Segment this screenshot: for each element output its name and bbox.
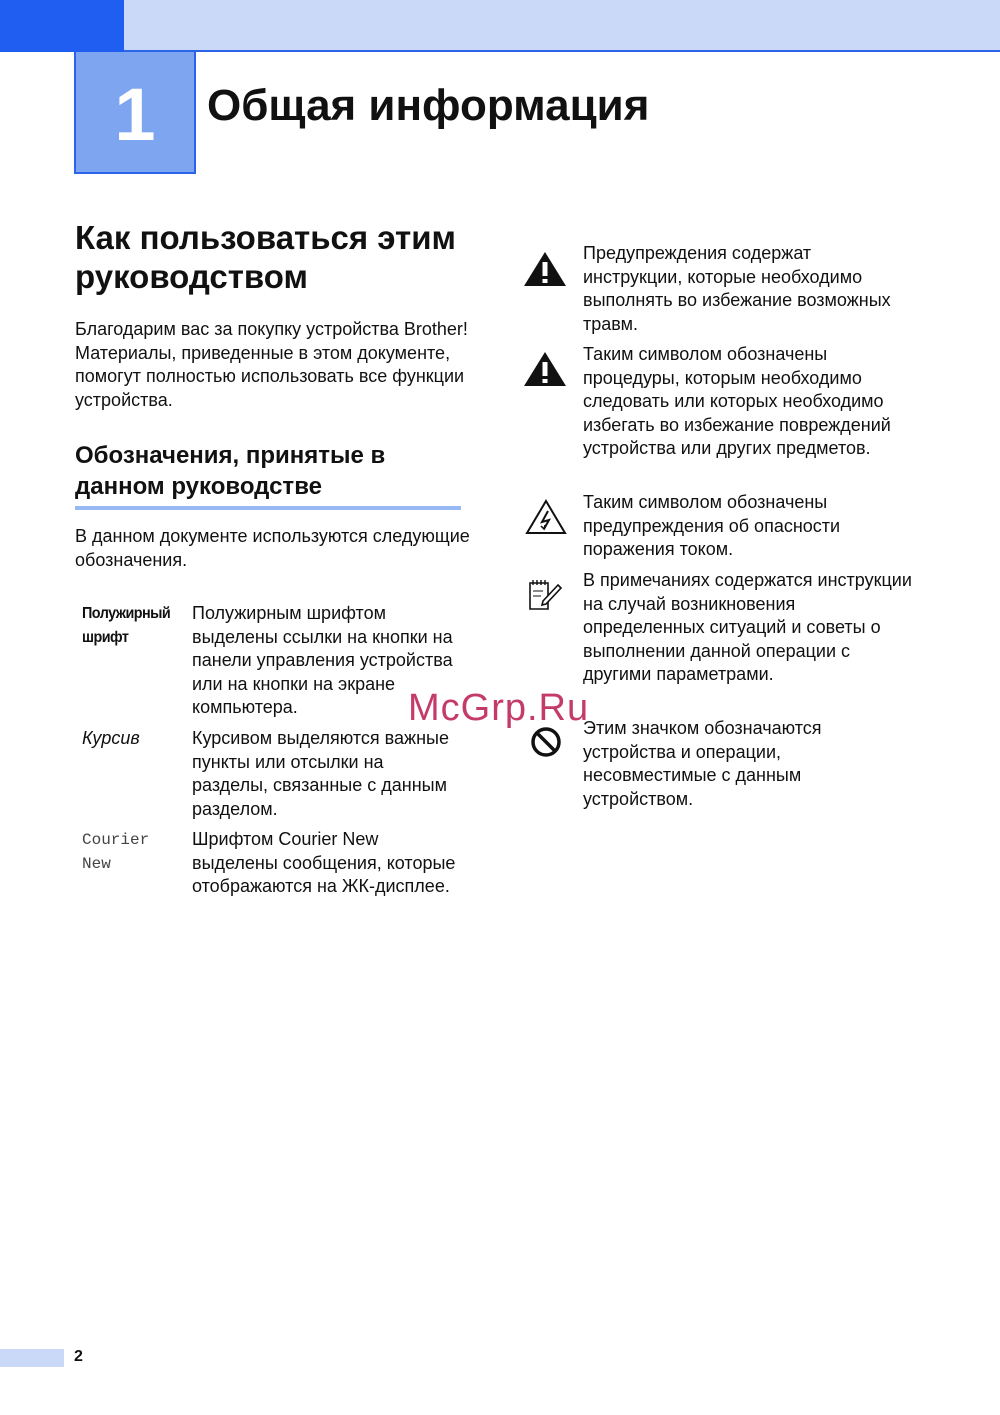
convention-term-bold: Полужирный шрифт	[82, 605, 171, 646]
symbol-text-electrical: Таким символом обозначены предупреждения об опасности поражения током.	[583, 492, 841, 559]
prohibited-icon	[529, 725, 563, 759]
electrical-hazard-icon	[524, 498, 568, 536]
symbol-text-note: В примечаниях содержатся инструкции на случай возникновения определенных ситуаций и советы о выполнении данной операции с другими параметрами.	[583, 570, 912, 684]
section-intro: Благодарим вас за покупку устройства Brother! Материалы, приведенные в этом документе, помогут полностью использовать все функции устройства.	[75, 319, 468, 410]
convention-term-italic: Курсив	[82, 728, 140, 748]
symbol-text-caution: Таким символом обозначены процедуры, которым необходимо следовать или которых необходимо избегать во избежание повреждений устройства или других предметов.	[583, 344, 891, 458]
symbol-text-prohibited: Этим значком обозначаются устройства и операции, несовместимые с данным устройством.	[583, 718, 822, 809]
header-accent-block	[0, 0, 124, 52]
convention-description-bold: Полужирным шрифтом выделены ссылки на кнопки на панели управления устройства или на кнопки на экране компьютера.	[192, 603, 453, 717]
convention-term-mono: Courier New	[82, 831, 150, 873]
page-number: 2	[74, 1348, 83, 1365]
watermark: McGrp.Ru	[408, 687, 590, 729]
convention-description-italic: Курсивом выделяются важные пункты или отсылки на разделы, связанные с данным разделом.	[192, 728, 449, 819]
footer-accent-bar	[0, 1349, 64, 1367]
convention-description-mono: Шрифтом Courier New выделены сообщения, которые отображаются на ЖК-дисплее.	[192, 829, 456, 896]
note-pencil-icon	[526, 577, 564, 613]
header-band	[124, 0, 1000, 52]
warning-triangle-icon	[522, 250, 568, 288]
chapter-title: Общая информация	[207, 81, 650, 130]
section-title: Как пользоваться этим руководством	[75, 219, 456, 295]
chapter-number: 1	[114, 73, 156, 156]
caution-triangle-icon	[522, 350, 568, 388]
symbol-text-warning: Предупреждения содержат инструкции, которые необходимо выполнять во избежание возможных травм.	[583, 243, 891, 334]
conventions-title: Обозначения, принятые в данном руководстве	[75, 440, 461, 510]
conventions-intro: В данном документе используются следующие обозначения.	[75, 526, 470, 570]
